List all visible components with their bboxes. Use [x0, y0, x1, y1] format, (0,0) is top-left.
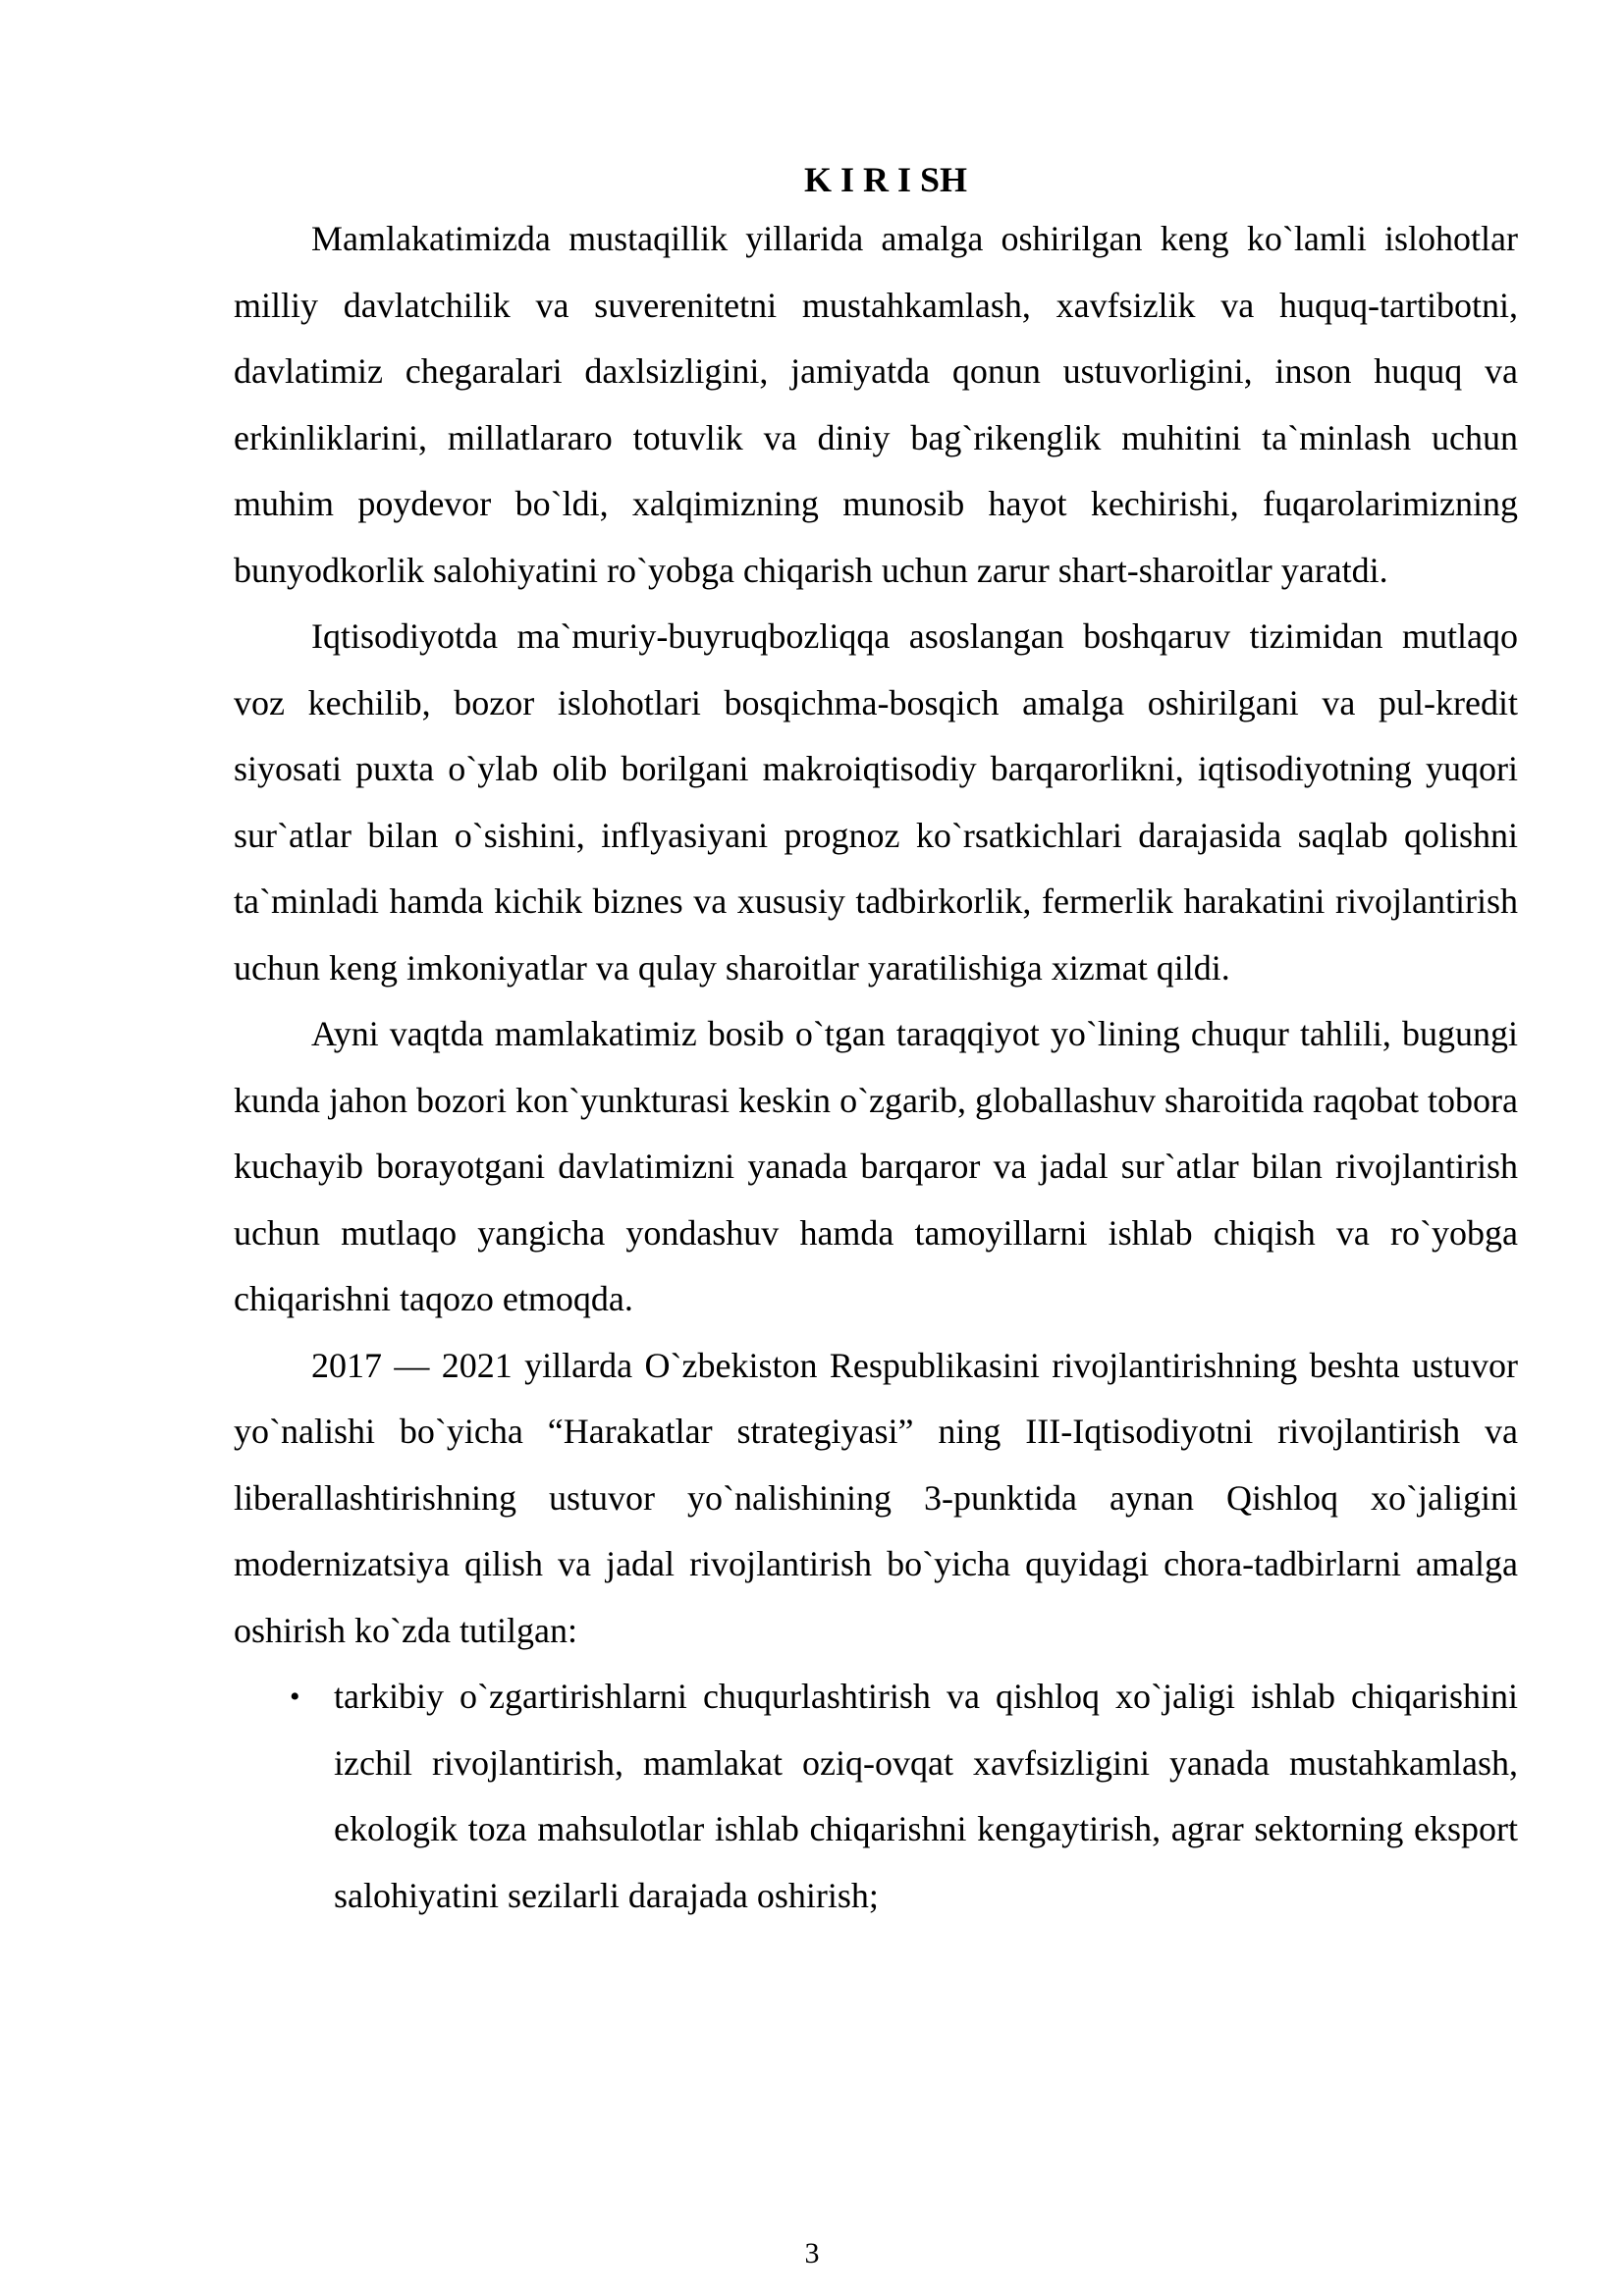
list-item: [234, 1664, 1518, 1929]
page-number: 3: [804, 2237, 820, 2269]
paragraph-2: Iqtisodiyotda ma`muriy-buyruqbozliqqa asoslangan boshqaruv tizimidan mutlaqo voz kechilib, bozor islohotlari bosqichma-bosqich amalga oshirilgani va pul-kredit siyosati puxta o`ylab olib borilgani makroiqtisodiy barqarorlikni, iqtisodiyotning yuqori sur`atlar bilan o`sishini, inflyasiyani prognoz ko`rsatkichlari darajasida saqlab qolishni ta`minladi hamda kichik biznes va xususiy tadbirkorlik, fermerlik harakatini rivojlantirish uchun keng imkoniyatlar va qulay sharoitlar yaratilishiga xizmat qildi.: [234, 616, 1518, 988]
paragraph-3: Ayni vaqtda mamlakatimiz bosib o`tgan taraqqiyot yo`lining chuqur tahlili, bugungi kunda jahon bozori kon`yunkturasi keskin o`zgarib, globallashuv sharoitida raqobat tobora kuchayib borayotgani davlatimizni yanada barqaror va jadal sur`atlar bilan rivojlantirish uchun mutlaqo yangicha yondashuv hamda tamoyillarni ishlab chiqish va ro`yobga chiqarishni taqozo etmoqda.: [234, 1014, 1518, 1318]
page-content: [234, 155, 1518, 1929]
bullet-icon: •: [290, 1681, 300, 1713]
section-heading: K I R I SH: [803, 160, 968, 199]
paragraph-4: 2017 — 2021 yillarda O`zbekiston Respublikasini rivojlantirishning beshta ustuvor yo`nalishi bo`yicha “Harakatlar strategiyasi” ning III-Iqtisodiyotni rivojlantirish va liberallashtirishning ustuvor yo`nalishining 3-punktida aynan Qishloq xo`jaligini modernizatsiya qilish va jadal rivojlantirish bo`yicha quyidagi chora-tadbirlarni amalga oshirish ko`zda tutilgan:: [234, 1345, 1518, 1650]
paragraph-1: Mamlakatimizda mustaqillik yillarida amalga oshirilgan keng ko`lamli islohotlar milliy davlatchilik va suverenitetni mustahkamlash, xavfsizlik va huquq-tartibotni, davlatimiz chegaralari daxlsizligini, jamiyatda qonun ustuvorligini, inson huquq va erkinliklarini, millatlararo totuvlik va diniy bag`rikenglik muhitini ta`minlash uchun muhim poydevor bo`ldi, xalqimizning munosib hayot kechirishi, fuqarolarimizning bunyodkorlik salohiyatini ro`yobga chiqarish uchun zarur shart-sharoitlar yaratdi.: [234, 219, 1518, 590]
list-item-text: tarkibiy o`zgartirishlarni chuqurlashtirish va qishloq xo`jaligi ishlab chiqarishini izchil rivojlantirish, mamlakat oziq-ovqat xavfsizligini yanada mustahkamlash, ekologik toza mahsulotlar ishlab chiqarishni kengaytirish, agrar sektorning eksport salohiyatini sezilarli darajada oshirish;: [334, 1677, 1518, 1915]
bullet-list: [234, 1664, 1518, 1929]
